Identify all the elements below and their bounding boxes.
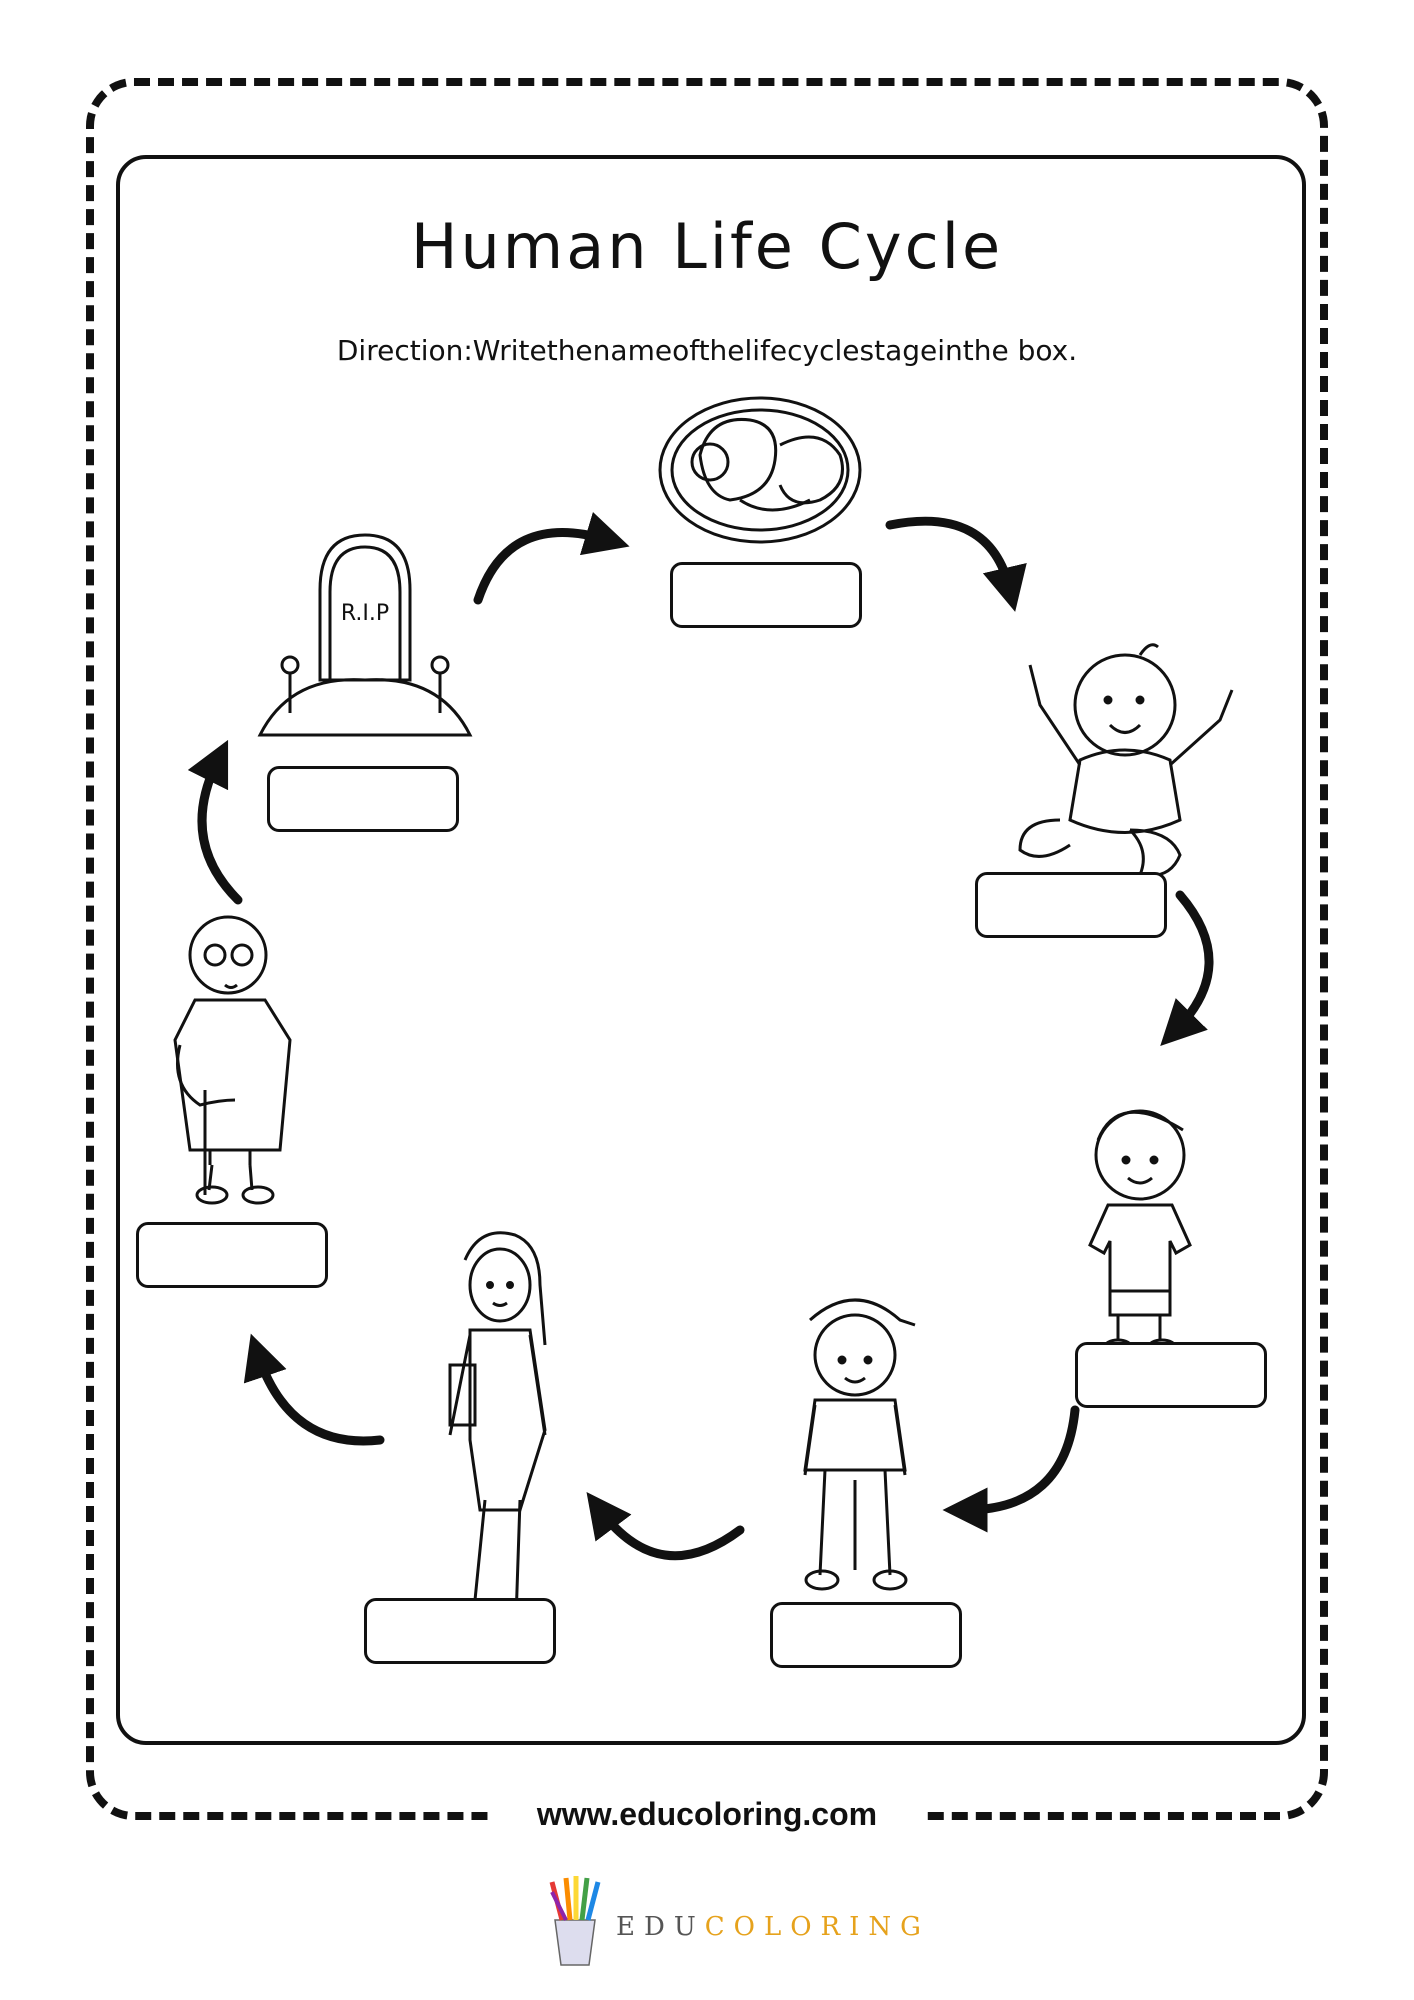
- answer-box-fetus[interactable]: [670, 562, 862, 628]
- answer-box-teenager[interactable]: [770, 1602, 962, 1668]
- arrow-child-to-teen: [965, 1410, 1075, 1510]
- cycle-arrows: [202, 521, 1209, 1556]
- pencil-cup-logo-icon: [540, 1875, 610, 1970]
- page-title: Human Life Cycle: [410, 210, 1004, 283]
- teen-boy-icon: [805, 1300, 915, 1589]
- brand-part-coloring: COLORING: [704, 1912, 930, 1942]
- arrow-elderly-to-death: [202, 760, 238, 900]
- answer-box-death[interactable]: [267, 766, 459, 832]
- answer-box-elderly[interactable]: [136, 1222, 328, 1288]
- brand-name: [616, 1912, 930, 1942]
- arrow-fetus-to-baby: [890, 521, 1010, 590]
- adult-woman-icon: [450, 1233, 545, 1655]
- direction-text: Direction:Writethenameofthelifecyclestageinthe box.: [336, 334, 1078, 367]
- arrow-adult-to-elderly: [258, 1355, 380, 1441]
- answer-box-baby[interactable]: [975, 872, 1167, 938]
- tombstone-icon: [260, 535, 470, 735]
- tombstone-label: R.I.P: [340, 601, 390, 626]
- brand-part-edu: EDU: [616, 1912, 705, 1942]
- website-link[interactable]: www.educoloring.com: [536, 1796, 878, 1832]
- baby-icon: [1020, 645, 1232, 876]
- arrow-teen-to-adult: [600, 1510, 740, 1556]
- arrow-death-to-fetus: [478, 533, 608, 601]
- fetus-in-womb-icon: [660, 398, 860, 542]
- elderly-woman-icon: [175, 917, 290, 1203]
- answer-box-adult[interactable]: [364, 1598, 556, 1664]
- child-boy-icon: [1090, 1111, 1190, 1356]
- answer-box-child[interactable]: [1075, 1342, 1267, 1408]
- arrow-baby-to-child: [1176, 895, 1209, 1030]
